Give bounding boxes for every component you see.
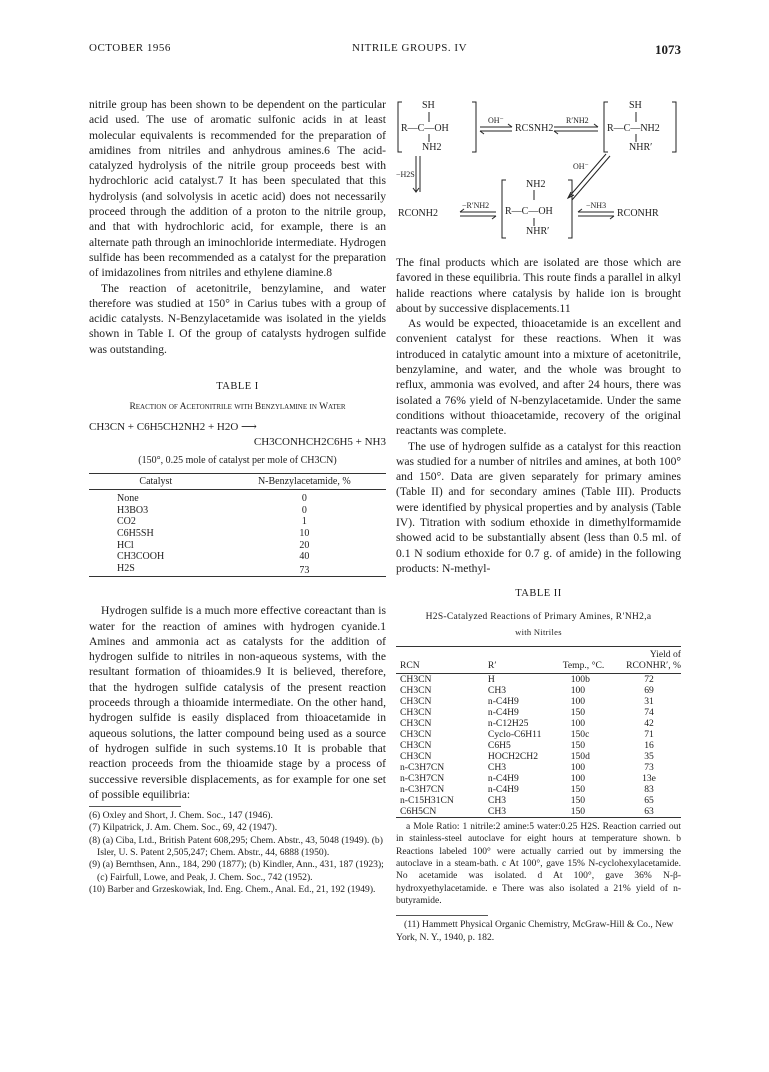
table-row xyxy=(89,551,386,563)
table-row xyxy=(396,718,681,729)
table-row xyxy=(89,528,386,540)
r-prime-cell: n-C4H9 xyxy=(487,773,519,785)
yield-cell: 20 xyxy=(299,539,310,551)
temp-cell: 100 xyxy=(570,773,586,785)
table-row xyxy=(396,751,681,762)
yield-cell: 13e xyxy=(642,773,656,785)
rcn-cell: CH3CN xyxy=(400,718,432,730)
catalyst-cell: CO2 xyxy=(117,516,136,528)
yield-cell: 65 xyxy=(644,795,654,807)
table-1-grid xyxy=(89,473,386,578)
catalyst-cell: H3BO3 xyxy=(117,504,149,516)
rcn-cell: n-C3H7CN xyxy=(400,773,445,785)
r-prime-cell: n-C12H25 xyxy=(487,718,529,730)
table-caption: TABLE II xyxy=(515,588,562,600)
table-row xyxy=(396,773,681,784)
scheme-rcoh2-label: R—C—OH xyxy=(505,206,553,217)
table-title: H2S-Catalyzed Reactions of Primary Amines, R′NH2,a xyxy=(425,611,652,622)
table-row xyxy=(89,563,386,577)
yield-cell: 35 xyxy=(644,751,654,763)
reaction-scheme xyxy=(396,96,681,246)
rcn-cell: CH3CN xyxy=(400,674,432,686)
right-column xyxy=(396,255,681,944)
paragraph: The reaction of acetonitrile, benzylamine, and water therefore was studied at 150° in Carius tubes with a group of acidic catalysts. N-Benzylacetamide was isolated in the yields shown in Table I. Of the group of catalysts hydrogen sulfide was outstanding. xyxy=(89,281,386,356)
table-1 xyxy=(89,379,386,577)
table-2 xyxy=(396,586,681,907)
paragraph: Hydrogen sulfide is a much more effective coreactant than is water for the reaction of amines with hydrogen cyanide.1 Amines and ammonia act as catalysts for the addition of hydrogen sulfide to nitriles in non-aqueous systems, with the resultant formation of thioamides.9 It is believed, therefore, that the hydrogen sulfide catalysis of the present reaction proceeds through a thioamide intermediate. On the other hand, hydrogen sulfide is easily displaced from thioacetamide in aqueous solutions, the latter compound being used as a source of hydrogen sulfide in such systems.10 It is probable that reaction proceeds from the thioamide stage by a process of successive reversible displacements, as for example for one set of possible equilibria: xyxy=(89,604,386,801)
yield-cell: 42 xyxy=(644,718,654,730)
footnote: (6) Oxley and Short, J. Chem. Soc., 147 (1946). xyxy=(89,810,273,822)
scheme-oh-minus-2-label: OH⁻ xyxy=(573,162,589,171)
temp-cell: 150 xyxy=(570,740,586,752)
paragraph: The use of hydrogen sulfide as a catalyst for this reaction was studied for a number of nitriles and amines, at both 100° and 150°. Data are given separately for primary amines (Table II) and for secondary amines (Table III). Products were identified by physical properties and by analysis (Table IV). Titration with sodium ethoxide in dimethylformamide showed acid to be substantially absent (less than 0.5 ml. of 0.1 N sodium ethoxide for 0.7 g. of amide) in the following products: N-methyl- xyxy=(396,439,681,575)
scheme-brackets-arrows xyxy=(396,96,681,246)
temp-cell: 100b xyxy=(570,674,590,686)
table-row xyxy=(396,696,681,707)
r-prime-cell: CH3 xyxy=(487,762,507,774)
table-equation-line2: CH3CONHCH2C6H5 + NH3 xyxy=(253,435,386,448)
running-header-date: OCTOBER 1956 xyxy=(89,42,171,54)
scheme-sh-label: SH xyxy=(422,100,435,111)
footnote-divider xyxy=(89,806,181,807)
rcn-cell: n-C3H7CN xyxy=(400,762,445,774)
r-prime-cell: H xyxy=(487,674,495,686)
yield-cell: 16 xyxy=(644,740,654,752)
table-row xyxy=(396,762,681,773)
paragraph: The final products which are isolated are those which are favored in these equilibria. This route finds a parallel in alkyl halide reactions where catalysis by halide ion is brought about by successive displacements.11 xyxy=(396,256,681,315)
footnote: (7) Kilpatrick, J. Am. Chem. Soc., 69, 42 (1947). xyxy=(89,822,278,834)
scheme-rcsnh2-label: RCSNH2 xyxy=(515,123,554,134)
footnote: (11) Hammett Physical Organic Chemistry, McGraw-Hill & Co., New York, N. Y., 1940, p. 182. xyxy=(396,919,674,943)
scheme-rcnh2-label: R—C—NH2 xyxy=(607,123,660,134)
catalyst-cell: None xyxy=(117,493,139,505)
yield-cell: 69 xyxy=(644,685,654,697)
yield-cell: 31 xyxy=(644,696,654,708)
yield-cell: 0 xyxy=(301,493,307,505)
footnote-divider xyxy=(396,915,488,916)
table-row xyxy=(396,740,681,751)
temp-cell: 150c xyxy=(570,729,590,741)
r-prime-cell: n-C4H9 xyxy=(487,784,519,796)
yield-cell: 0 xyxy=(301,504,307,516)
scheme-minus-nh3-label: −NH3 xyxy=(586,201,607,210)
scheme-oh-minus-label: OH⁻ xyxy=(488,116,504,125)
rcn-cell: CH3CN xyxy=(400,751,432,763)
temp-cell: 150 xyxy=(570,707,586,719)
column-header: N-Benzylacetamide, % xyxy=(257,475,351,487)
rcn-cell: CH3CN xyxy=(400,707,432,719)
table-row xyxy=(89,540,386,552)
temp-cell: 100 xyxy=(570,718,586,730)
footnote: (9) (a) Bernthsen, Ann., 184, 290 (1877); (b) Kindler, Ann., 431, 187 (1923); (c) Fairfull, Lowe, and Peak, J. Chem. Soc., 742 (1952). xyxy=(89,859,384,883)
temp-cell: 150 xyxy=(570,806,586,818)
yield-cell: 83 xyxy=(644,784,654,796)
page-number: 1073 xyxy=(655,42,681,57)
column-header: RCN xyxy=(400,660,420,672)
catalyst-cell: C6H5SH xyxy=(117,527,154,539)
yield-cell: 63 xyxy=(644,806,654,818)
scheme-nh2-label: NH2 xyxy=(422,142,442,153)
table-note: a Mole Ratio: 1 nitrile:2 amine:5 water:0.25 H2S. Reaction carried out in stainless-steel autoclave for eight hours at temperature shown. b Reactions labeled 100° were actually carried out by immersing the autoclave in a steam-bath. c At 100°, gave 15% N-cyclohexylacetamide. No acetamide was isolated. d At 100°, gave 36% N-β-hydroxyethylacetamide. e There was also isolated a 21% yield of n-butyramide. xyxy=(396,822,681,906)
scheme-sh2-label: SH xyxy=(629,100,642,111)
scheme-rconh2-label: RCONH2 xyxy=(398,208,439,219)
temp-cell: 100 xyxy=(570,685,586,697)
yield-cell: 73 xyxy=(644,762,654,774)
r-prime-cell: CH3 xyxy=(487,795,507,807)
table-row xyxy=(89,505,386,517)
temp-cell: 150 xyxy=(570,795,586,807)
temp-cell: 100 xyxy=(570,762,586,774)
footnotes xyxy=(89,810,386,896)
yield-cell: 71 xyxy=(644,729,654,741)
table-row xyxy=(396,784,681,795)
table-title: Reaction of Acetonitrile with Benzylamine in Water xyxy=(129,402,346,413)
footnote: (8) (a) Ciba, Ltd., British Patent 608,295; Chem. Abstr., 43, 5048 (1949). (b) Isler, U. S. Patent 2,505,247; Chem. Abstr., 44, 6888 (1950). xyxy=(89,834,383,859)
r-prime-cell: n-C4H9 xyxy=(487,707,519,719)
table-row xyxy=(89,516,386,528)
temp-cell: 100 xyxy=(570,696,586,708)
table-row xyxy=(396,795,681,806)
yield-cell: 1 xyxy=(301,516,307,528)
scheme-nhr-label: NHR′ xyxy=(629,142,653,153)
rcn-cell: C6H5CN xyxy=(400,806,437,818)
paragraph: As would be expected, thioacetamide is an excellent and convenient catalyst for these reactions. When it was introduced in catalytic amount into a mixture of acetonitrile, benzylamine, and water, and the whole was brought to reflux, ammonia was evolved, and after 24 hours, there was isolated a 76% yield of N-benzylacetamide. Under the same conditions without thioacetamide, recovery of the original reactants was complete. xyxy=(396,317,681,438)
yield-cell: 74 xyxy=(644,707,654,719)
footnote: (10) Barber and Grzeskowiak, Ind. Eng. Chem., Anal. Ed., 21, 192 (1949). xyxy=(89,883,376,895)
rcn-cell: n-C15H31CN xyxy=(400,795,454,807)
temp-cell: 150 xyxy=(570,784,586,796)
running-header-title: NITRILE GROUPS. IV xyxy=(352,42,468,54)
table-row xyxy=(89,490,386,505)
scheme-nh2b-label: NH2 xyxy=(526,179,546,190)
table-title-line2: with Nitriles xyxy=(515,626,562,637)
catalyst-cell: H2S xyxy=(117,562,135,574)
r-prime-cell: n-C4H9 xyxy=(487,696,519,708)
table-2-grid xyxy=(396,646,681,818)
catalyst-cell: HCl xyxy=(117,539,134,551)
table-row xyxy=(396,729,681,740)
scheme-minus-rnh2-label: −R′NH2 xyxy=(462,201,490,210)
r-prime-cell: CH3 xyxy=(487,685,507,697)
yield-cell: 72 xyxy=(644,674,654,686)
yield-cell: 10 xyxy=(299,527,310,539)
paragraph: nitrile group has been shown to be dependent on the particular acid used. The use of aromatic sulfonic acids in at least molecular equivalents is recommended for the preparation of amidines from nitriles and anhydrous amines.6 The acid-catalyzed hydrolysis of the nitrile group proceeds best with hydrochloric acid catalyst.7 It has been speculated that this hydrolysis (and solvolysis in acetic acid) does not necessarily proceed through the addition of a proton to the nitrile group, and that with hydrochloric acid, for example, there is an alternate path through an iminochloride intermediate. Hydrogen sulfide has been recommended as a catalyst for the preparation of imidazolines from nitriles and ethylene diamine.8 xyxy=(89,98,386,280)
column-header: R′ xyxy=(487,660,497,672)
table-row xyxy=(396,674,681,686)
scheme-rcoh-label: R—C—OH xyxy=(401,123,449,134)
yield-cell: 40 xyxy=(299,551,310,563)
r-prime-cell: HOCH2CH2 xyxy=(487,751,539,763)
rcn-cell: CH3CN xyxy=(400,685,432,697)
rcn-cell: CH3CN xyxy=(400,729,432,741)
scheme-nhr2-label: NHR′ xyxy=(526,226,550,237)
column-header: Yield of RCONHR′, % xyxy=(626,649,681,672)
table-conditions: (150°, 0.25 mole of catalyst per mole of CH3CN) xyxy=(138,455,337,467)
rcn-cell: CH3CN xyxy=(400,740,432,752)
r-prime-cell: CH3 xyxy=(487,806,507,818)
table-row xyxy=(396,707,681,718)
table-caption: TABLE I xyxy=(216,381,259,393)
column-header: Catalyst xyxy=(139,475,173,487)
r-prime-cell: C6H5 xyxy=(487,740,511,752)
table-2-body xyxy=(396,674,681,818)
column-header: Temp., °C. xyxy=(562,660,605,672)
table-equation-line1: CH3CN + C6H5CH2NH2 + H2O ⟶ xyxy=(89,420,257,433)
catalyst-cell: CH3COOH xyxy=(117,551,165,563)
scheme-rnh2-label: R′NH2 xyxy=(566,116,589,125)
r-prime-cell: Cyclo-C6H11 xyxy=(487,729,542,741)
table-row xyxy=(396,685,681,696)
rcn-cell: CH3CN xyxy=(400,696,432,708)
table-row xyxy=(396,806,681,818)
yield-cell: 73 xyxy=(299,564,310,576)
rcn-cell: n-C3H7CN xyxy=(400,784,445,796)
temp-cell: 150d xyxy=(570,751,590,763)
scheme-minus-h2s-label: −H2S xyxy=(396,170,415,179)
scheme-rconhr-label: RCONHR xyxy=(617,208,659,219)
left-column xyxy=(89,97,386,896)
